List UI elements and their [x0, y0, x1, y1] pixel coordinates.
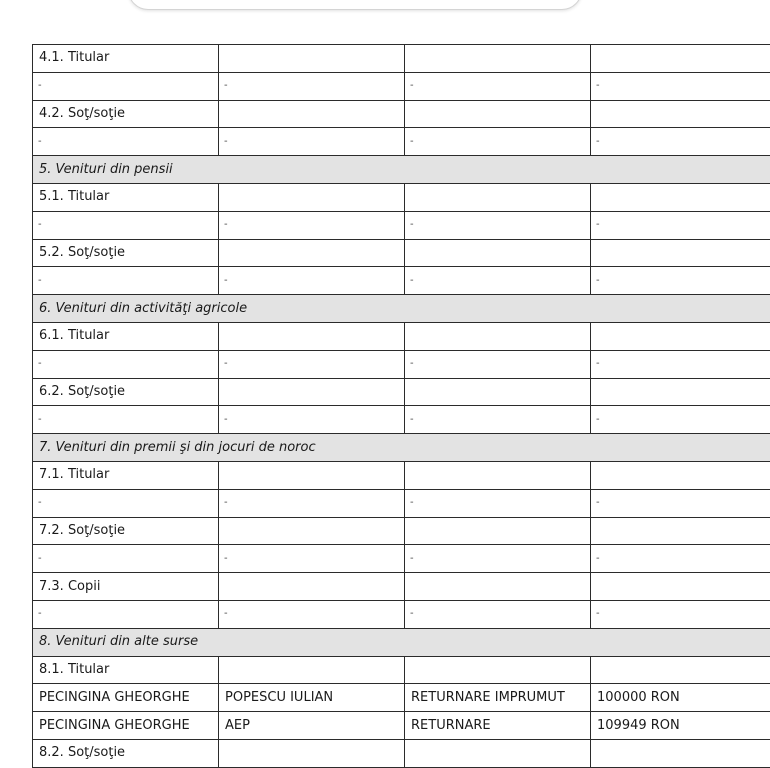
subsection-row: [33, 573, 770, 601]
subsection-label: 5.2. Soţ/soţie: [33, 239, 219, 267]
empty-cell: [405, 739, 591, 767]
empty-cell: [219, 322, 405, 350]
empty-cell: [591, 183, 770, 211]
subsection-row: [33, 322, 770, 350]
payer-cell: -: [219, 489, 405, 517]
empty-cell: [591, 517, 770, 545]
subsection-row: [33, 656, 770, 684]
payer-cell: AEP: [219, 712, 405, 740]
section-header-row: [33, 295, 770, 323]
subsection-label: 8.1. Titular: [33, 656, 219, 684]
service-cell: -: [405, 489, 591, 517]
service-cell: -: [405, 267, 591, 295]
section-header-row: [33, 434, 770, 462]
payer-cell: POPESCU IULIAN: [219, 684, 405, 712]
subsection-label: 4.2. Soţ/soţie: [33, 100, 219, 128]
source-cell: -: [33, 350, 219, 378]
empty-entry-row: [33, 267, 770, 295]
empty-cell: [591, 322, 770, 350]
source-cell: -: [33, 267, 219, 295]
subsection-label: 5.1. Titular: [33, 183, 219, 211]
top-search-bar[interactable]: [128, 0, 582, 10]
service-cell: RETURNARE: [405, 712, 591, 740]
subsection-row: [33, 378, 770, 406]
section-title: 8. Venituri din alte surse: [33, 628, 770, 656]
empty-entry-row: [33, 72, 770, 100]
section-title: 7. Venituri din premii şi din jocuri de noroc: [33, 434, 770, 462]
empty-entry-row: [33, 211, 770, 239]
empty-cell: [405, 461, 591, 489]
empty-cell: [405, 517, 591, 545]
section-header-row: [33, 628, 770, 656]
subsection-row: [33, 45, 770, 73]
service-cell: -: [405, 545, 591, 573]
subsection-row: [33, 183, 770, 211]
empty-cell: [219, 183, 405, 211]
service-cell: RETURNARE IMPRUMUT: [405, 684, 591, 712]
empty-cell: [219, 239, 405, 267]
source-cell: -: [33, 211, 219, 239]
empty-entry-row: [33, 600, 770, 628]
empty-cell: [591, 100, 770, 128]
empty-cell: [405, 183, 591, 211]
amount-cell: -: [591, 267, 770, 295]
empty-cell: [405, 100, 591, 128]
source-cell: PECINGINA GHEORGHE: [33, 684, 219, 712]
payer-cell: -: [219, 406, 405, 434]
empty-cell: [591, 378, 770, 406]
subsection-row: [33, 739, 770, 767]
income-entry-row: [33, 684, 770, 712]
subsection-label: 6.1. Titular: [33, 322, 219, 350]
empty-cell: [405, 239, 591, 267]
empty-cell: [219, 739, 405, 767]
empty-cell: [591, 239, 770, 267]
service-cell: -: [405, 350, 591, 378]
payer-cell: -: [219, 600, 405, 628]
income-entry-row: [33, 712, 770, 740]
amount-cell: -: [591, 406, 770, 434]
empty-entry-row: [33, 350, 770, 378]
payer-cell: -: [219, 128, 405, 156]
income-declaration-table: [32, 44, 770, 768]
empty-cell: [219, 378, 405, 406]
amount-cell: -: [591, 600, 770, 628]
subsection-label: 8.2. Soţ/soţie: [33, 739, 219, 767]
amount-cell: 100000 RON: [591, 684, 770, 712]
payer-cell: -: [219, 211, 405, 239]
source-cell: -: [33, 545, 219, 573]
empty-cell: [405, 573, 591, 601]
empty-cell: [405, 656, 591, 684]
empty-entry-row: [33, 489, 770, 517]
amount-cell: -: [591, 350, 770, 378]
amount-cell: -: [591, 128, 770, 156]
subsection-label: 7.1. Titular: [33, 461, 219, 489]
empty-cell: [219, 656, 405, 684]
amount-cell: -: [591, 489, 770, 517]
empty-cell: [591, 573, 770, 601]
empty-cell: [591, 45, 770, 73]
section-title: 5. Venituri din pensii: [33, 156, 770, 184]
subsection-label: 4.1. Titular: [33, 45, 219, 73]
subsection-label: 7.2. Soţ/soţie: [33, 517, 219, 545]
subsection-label: 7.3. Copii: [33, 573, 219, 601]
subsection-label: 6.2. Soţ/soţie: [33, 378, 219, 406]
empty-cell: [405, 322, 591, 350]
payer-cell: -: [219, 267, 405, 295]
subsection-row: [33, 100, 770, 128]
empty-cell: [219, 573, 405, 601]
amount-cell: 109949 RON: [591, 712, 770, 740]
section-title: 6. Venituri din activităţi agricole: [33, 295, 770, 323]
empty-cell: [591, 461, 770, 489]
amount-cell: -: [591, 72, 770, 100]
subsection-row: [33, 239, 770, 267]
payer-cell: -: [219, 350, 405, 378]
service-cell: -: [405, 72, 591, 100]
source-cell: PECINGINA GHEORGHE: [33, 712, 219, 740]
empty-entry-row: [33, 545, 770, 573]
table-body: [33, 45, 770, 768]
empty-cell: [219, 100, 405, 128]
source-cell: -: [33, 600, 219, 628]
empty-cell: [219, 517, 405, 545]
payer-cell: -: [219, 545, 405, 573]
payer-cell: -: [219, 72, 405, 100]
empty-cell: [591, 656, 770, 684]
source-cell: -: [33, 72, 219, 100]
empty-cell: [591, 739, 770, 767]
service-cell: -: [405, 211, 591, 239]
source-cell: -: [33, 128, 219, 156]
empty-entry-row: [33, 406, 770, 434]
amount-cell: -: [591, 211, 770, 239]
amount-cell: -: [591, 545, 770, 573]
source-cell: -: [33, 489, 219, 517]
service-cell: -: [405, 128, 591, 156]
subsection-row: [33, 517, 770, 545]
source-cell: -: [33, 406, 219, 434]
service-cell: -: [405, 406, 591, 434]
empty-cell: [405, 378, 591, 406]
empty-entry-row: [33, 128, 770, 156]
empty-cell: [219, 45, 405, 73]
section-header-row: [33, 156, 770, 184]
subsection-row: [33, 461, 770, 489]
service-cell: -: [405, 600, 591, 628]
empty-cell: [219, 461, 405, 489]
empty-cell: [405, 45, 591, 73]
